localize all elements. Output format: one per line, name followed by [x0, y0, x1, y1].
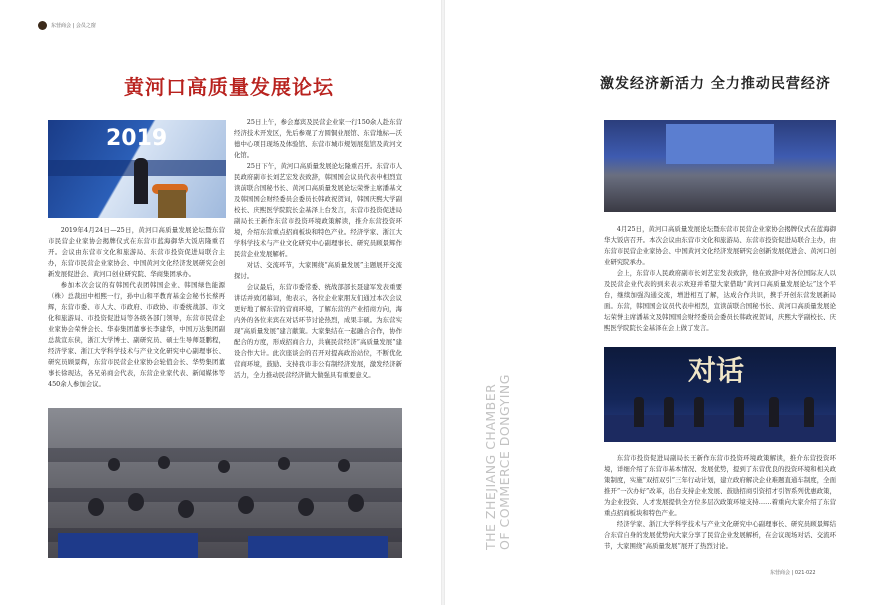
- vertical-chamber-label: [484, 340, 512, 550]
- forum-speaker-photo: [48, 120, 226, 218]
- audience-photo: [48, 408, 402, 558]
- header-label: 东营商会 | 会员之窗: [51, 22, 96, 29]
- paragraph: 对话、交流环节，大家围绕“高质量发展”主题展开交流探讨。: [234, 261, 402, 280]
- speaker-figure: [134, 158, 148, 204]
- paragraph: 2019年4月24日—25日，黄河口高质量发展论坛暨东营市民营企业家协会揭牌仪式在东营市蓝海御华大饭店隆重召开。会议由东营市文化和旅游局、东营市投资促进局联合主办，东营市民营企业家协会、中国黄河文化经济发展研究会创新发展促进会、黄河口创业研究院、华商集团承办。: [48, 226, 225, 278]
- page-gutter: [441, 0, 445, 605]
- vertical-line-2: OF COMMERCE DONGYING: [497, 374, 512, 550]
- magazine-header: [38, 21, 96, 30]
- right-column-1: [604, 224, 836, 334]
- vertical-line-1: THE ZHEJIANG CHAMBER: [483, 383, 498, 550]
- paragraph: 会议最后，东营市委常委、统战部部长聂建军发表重要讲话并致闭幕词，他表示，各位企业家朋友们通过本次会议更好地了解东营的营商环境，了解东营的产业招商方向，海内外的各位来宾在对话环节讨论热烈，成果丰硕。为东营实现“高质量发展”建言献策。大家集结在一起融合合作，协作配合的方度，形成招商合力，共襄民营经济“高质量发展”建设合作大计。此次座谈会的召开对提高政治站位，不断优化营商环境，鼓励、支持我市非公有制经济发展，激发经济新活力，全力推动民营经济做大做强具有重要意义。: [234, 283, 402, 379]
- magazine-logo-icon: [38, 21, 47, 30]
- banner-year: 2019: [106, 126, 168, 151]
- paragraph: 25日上午，参会嘉宾及民营企业家一行150余人赴东营经济技术开发区，先后参观了方圆铜业展馆、东营地标—沃德中心项目现场及体验馆、东营市城市规划展览馆及黄河文化馆。: [234, 118, 402, 159]
- paragraph: 会上，东营市人民政府副市长刘艺宏发表致辞，他在致辞中对各位国际友人以及民营企业代表的到来表示欢迎并希望大家借助“黄河口高质量发展论坛”这个平台，继续加强沟通交流，增进相互了解，达成合作共识，携手开创东营发展新局面。东营，韩国国会议员代表申相烈，宣读前联合国秘书长、黄河口高质量发展论坛荣誉主席潘基文及韩国国会财经委员会委员长韩政祝贺词，庆熙大学副校长、庆熙医学院院长金基泽在会上做了发言。: [604, 269, 836, 332]
- dialogue-panel-photo: [604, 347, 836, 442]
- paragraph: 25日下午，黄河口高质量发展论坛隆重召开。东营市人民政府副市长刘艺宏发表致辞，韩国国会议员代表申相烈宣读前联合国秘书长、黄河口高质量发展论坛荣誉主席潘基文及韩国国会财经委员会委员长韩政祝贺词，韩国庆熙大学副校长、庆熙医学院院长金基泽上台发言，东营市投资促进局副局长王新作东营市投资环境政策解读，推介东营投资环境，介绍东营重点招商板块和特色产业。经济学家、浙江大学科学技术与产业文化研究中心副理事长、研究员顾景辉作民营企业发展解析。: [234, 162, 402, 258]
- page-footer: 东营商会 | 021·022: [770, 570, 816, 576]
- paragraph: 东营市投资促进局副局长王新作东营市投资环境政策解读，推介东营投资环境，详细介绍了东营市基本情况、发展优势，提到了东营优良的投资环境和相关政策制度，实施“双招双引”三年行动计划，建立政府解决企业难题直通车制度，全面推开“一次办好”改革，出台支持企业发展、鼓励招商引资招才引智系列优惠政策，为企业投资、人才发展提供全方位多层次政策环境支持……着重向大家介绍了东营重点招商板块和特色产业。: [604, 454, 836, 517]
- podium: [158, 190, 186, 218]
- right-column-2: [604, 453, 836, 552]
- dialogue-backdrop-text: 对话: [688, 354, 745, 387]
- right-article-title: 激发经济新活力 全力推动民营经济: [600, 76, 831, 92]
- hall-screen: [666, 124, 774, 164]
- paragraph: 4月25日，黄河口高质量发展论坛暨东营市民营企业家协会揭牌仪式在蓝海御华大饭店召开。本次会议由东营市文化和旅游局、东营市投资促进局联合主办，由东营市民营企业家协会、中国黄河文化经济发展研究会创新发展促进会、黄河口创业研究院承办。: [604, 225, 836, 266]
- left-article-title: 黄河口高质量发展论坛: [124, 75, 334, 99]
- left-column-1: [48, 225, 225, 390]
- paragraph: 参加本次会议的有韩国代表团韩国企业、韩国绿色能源（株）总裁田中相熙一行，孙中山和平教育基金会秘书长蔡再辉，东营市委、市人大、市政府、市政协、市委统战部、市文化和旅游局、市投资促进局等各级各部门领导，东营市民营企业家协会荣誉会长、华泰集团董事长李建华，中国万达集团副总裁宣东侠，浙江大学博士、副研究员、硕士生导师聂鹏程，经济学家、浙江大学科学技术与产业文化研究中心副理事长、研究员顾景辉，东营市民营企业家协会轮值会长、华势集团董事长徐现达，各兄弟商会代表，东营企业家代表、新闻媒体等450余人参加会议。: [48, 281, 225, 388]
- paragraph: 经济学家、浙江大学科学技术与产业文化研究中心副理事长、研究员顾景辉结合东营自身的发展优势向大家分享了民营企业发展解析，在会议现场对话、交流环节，大家围绕“高质量发展”展开了热烈讨论。: [604, 520, 836, 550]
- conference-hall-photo: [604, 120, 836, 212]
- left-column-2: [234, 117, 402, 381]
